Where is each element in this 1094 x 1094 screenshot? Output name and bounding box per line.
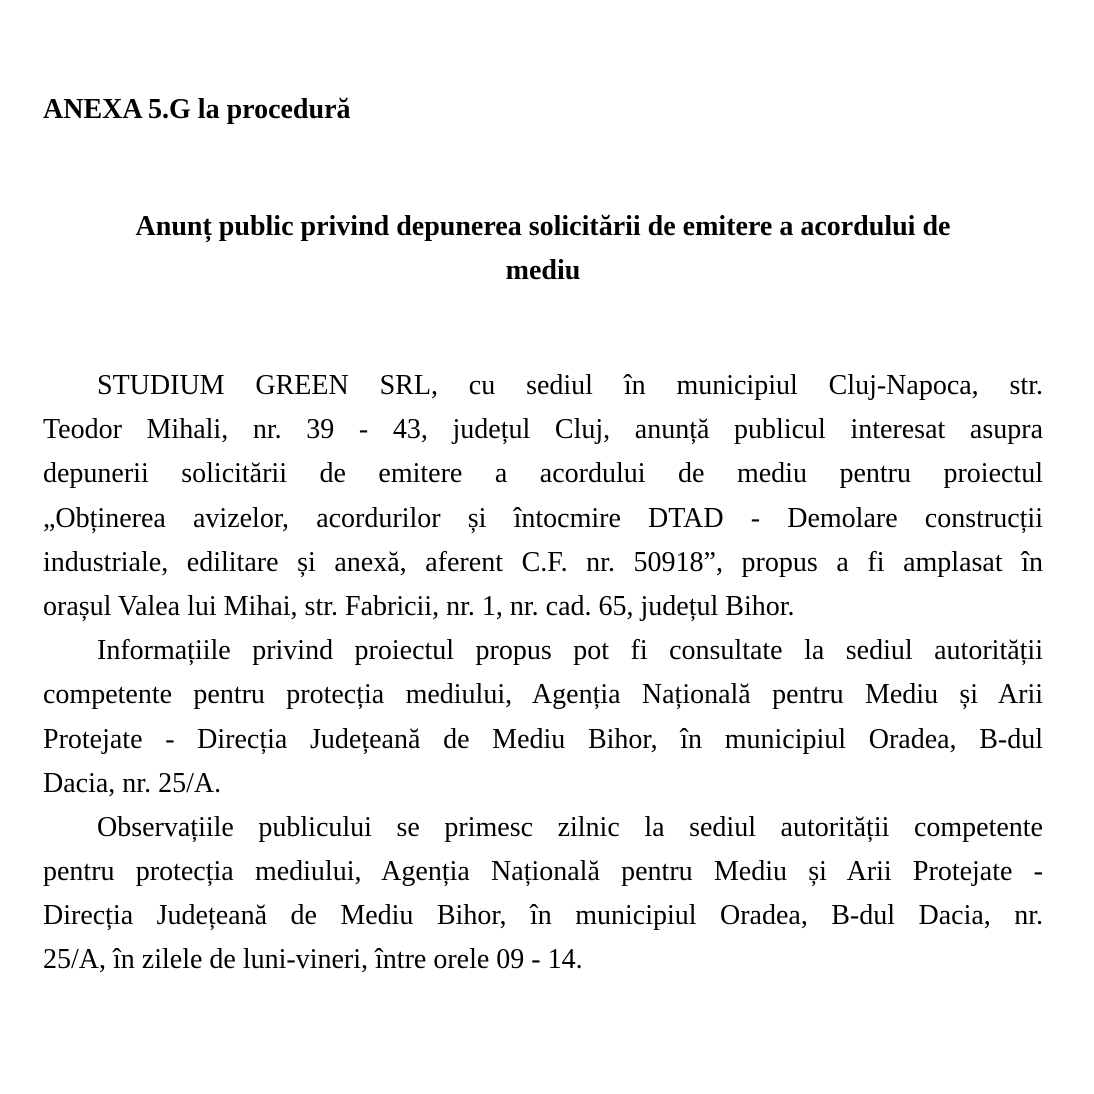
text-line: pentru protecția mediului, Agenția Națională pentru Mediu și Arii Protejate -	[43, 856, 1043, 888]
text-line: depunerii solicitării de emitere a acordului de mediu pentru proiectul	[43, 458, 1043, 490]
text-line: Teodor Mihali, nr. 39 - 43, județul Cluj, anunță publicul interesat asupra	[43, 414, 1043, 446]
paragraph-announcement	[43, 364, 1043, 629]
text-line: industriale, edilitare și anexă, aferent C.F. nr. 50918”, propus a fi amplasat în	[43, 546, 1043, 578]
document-body	[43, 364, 1043, 983]
text-line: Protejate - Direcția Județeană de Mediu Bihor, în municipiul Oradea, B-dul	[43, 723, 1043, 755]
paragraph-information	[43, 629, 1043, 806]
title-line: mediu	[505, 255, 581, 287]
paragraph-observations	[43, 806, 1043, 983]
text-line: STUDIUM GREEN SRL, cu sediul în municipiul Cluj-Napoca, str.	[97, 370, 1043, 401]
text-line: „Obținerea avizelor, acordurilor și întocmire DTAD - Demolare construcții	[43, 502, 1043, 534]
title-line: Anunț public privind depunerea solicitării de emitere a acordului de	[135, 211, 951, 242]
annex-label: ANEXA 5.G la procedură	[43, 94, 351, 125]
text-line: 25/A, în zilele de luni-vineri, între orele 09 - 14.	[43, 944, 583, 976]
text-line: Informațiile privind proiectul propus pot fi consultate la sediul autorității	[97, 635, 1043, 667]
document-title	[43, 205, 1043, 293]
text-line: Dacia, nr. 25/A.	[43, 767, 222, 799]
text-line: orașul Valea lui Mihai, str. Fabricii, nr. 1, nr. cad. 65, județul Bihor.	[43, 590, 795, 622]
text-line: Observațiile publicului se primesc zilnic la sediul autorității competente	[97, 811, 1043, 843]
text-line: Direcția Județeană de Mediu Bihor, în municipiul Oradea, B-dul Dacia, nr.	[43, 900, 1043, 932]
text-line: competente pentru protecția mediului, Agenția Națională pentru Mediu și Arii	[43, 679, 1043, 711]
